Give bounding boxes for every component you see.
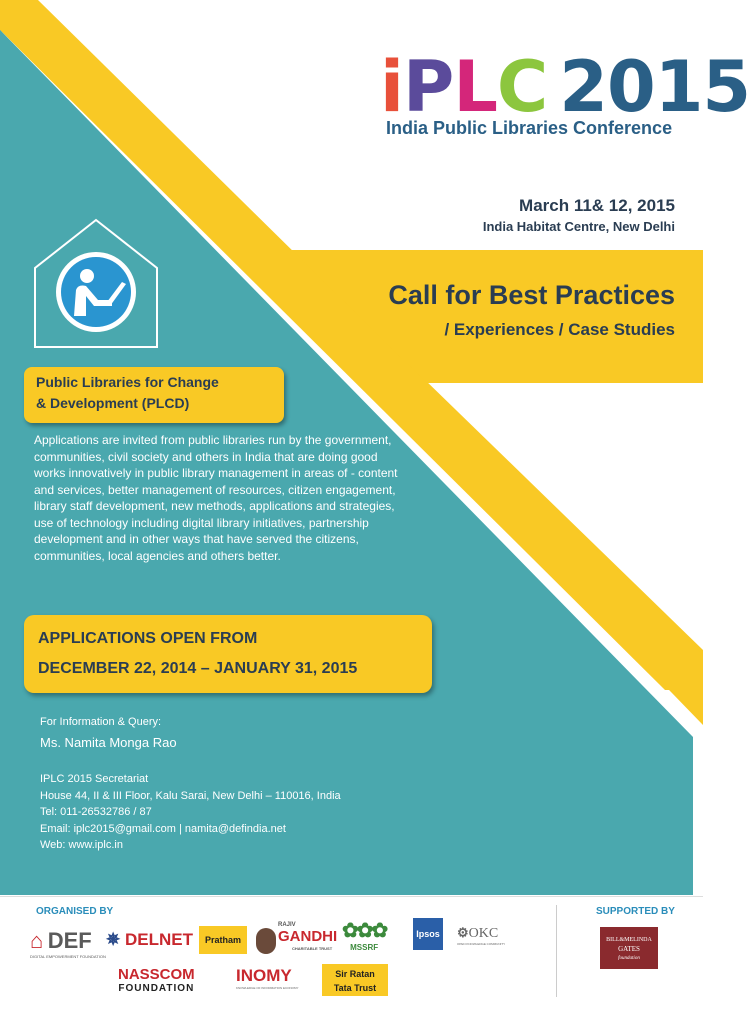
tata-trust-line-2: Tata Trust: [333, 983, 377, 993]
logo-year: 2015: [559, 46, 750, 128]
rgct-line-1: RAJIV: [278, 922, 296, 928]
inomy-logo-text: INOMY: [236, 966, 292, 985]
contact-label: For Information & Query:: [40, 716, 162, 728]
call-title: Call for Best Practices: [388, 280, 675, 310]
logo-letter-l: L: [453, 46, 497, 128]
organised-by-label: ORGANISED BY: [36, 906, 114, 917]
plcd-line-1: Public Libraries for Change: [36, 374, 219, 390]
mssrf-logo-text: MSSRF: [350, 943, 379, 952]
rgct-line-3: CHARITABLE TRUST: [292, 946, 333, 951]
event-date: March 11& 12, 2015: [519, 196, 675, 215]
logo-letter-i: i: [380, 46, 403, 128]
def-logo: [30, 928, 106, 959]
okc-logo-text: OKC: [468, 926, 499, 941]
nasscom-logo-text: NASSCOM: [118, 966, 195, 983]
wifi-icon: ⌂: [30, 928, 44, 953]
pratham-logo-text: Pratham: [204, 935, 241, 945]
okc-emblem-icon: ⚙: [457, 925, 469, 940]
delnet-emblem-icon: ✵: [106, 930, 121, 949]
ipsos-logo: [413, 918, 443, 950]
contact-web[interactable]: Web: www.iplc.in: [40, 839, 123, 851]
footer-divider: [0, 896, 703, 897]
delnet-logo: [106, 930, 193, 950]
def-logo-text: DEF: [47, 928, 92, 953]
gates-line-3: foundation: [618, 956, 640, 961]
def-tagline: DIGITAL EMPOWERMENT FOUNDATION: [30, 954, 106, 959]
rajiv-gandhi-portrait: [256, 928, 276, 954]
tata-trust-line-1: Sir Ratan: [335, 969, 375, 979]
description-text: Applications are invited from public libraries run by the government, communities, civil society and others in India that are doing good works innovatively in public library management in areas of - content and services, better management of resources, citizen engagement, library staff development, new methods, applications and strategies, use of technology including digital library initiatives, partnership development and in other ways that have served the citizens, communities, local agencies and others better.: [34, 433, 398, 563]
contact-email[interactable]: Email: iplc2015@gmail.com | namita@defindia.net: [40, 823, 286, 835]
logo-letter-c: C: [496, 46, 548, 128]
event-venue: India Habitat Centre, New Delhi: [482, 219, 675, 234]
okc-logo: [457, 924, 505, 946]
tata-trust-logo: [322, 964, 388, 996]
nasscom-foundation-logo: [118, 966, 195, 994]
inomy-logo: [236, 966, 298, 990]
delnet-logo-text: DELNET: [124, 930, 193, 949]
logo-letter-p: P: [403, 46, 454, 128]
applications-box: [24, 615, 432, 693]
plcd-heading: [36, 372, 276, 414]
call-subtitle: / Experiences / Case Studies: [444, 320, 675, 339]
conference-name: India Public Libraries Conference: [386, 118, 673, 138]
inomy-tagline: KNOWLEDGE OF INFORMATION ECONOMY: [236, 986, 299, 990]
rgct-line-2: GANDHI: [278, 928, 338, 945]
applications-heading: APPLICATIONS OPEN FROM: [38, 630, 258, 647]
gates-line-2: GATES: [618, 945, 640, 953]
contact-address: House 44, II & III Floor, Kalu Sarai, New Delhi – 110016, India: [40, 790, 341, 802]
ipsos-logo-text: Ipsos: [416, 929, 440, 939]
contact-org: IPLC 2015 Secretariat: [40, 773, 149, 785]
nasscom-logo-subtext: FOUNDATION: [118, 983, 195, 994]
mssrf-emblem-icon: ✿✿✿: [342, 920, 387, 942]
gates-foundation-logo: [600, 927, 658, 969]
plcd-line-2: & Development (PLCD): [36, 395, 190, 411]
contact-name: Ms. Namita Monga Rao: [40, 735, 177, 750]
applications-dates: DECEMBER 22, 2014 – JANUARY 31, 2015: [38, 660, 358, 677]
pratham-logo: [199, 926, 247, 954]
mssrf-logo: [342, 918, 386, 952]
okc-tagline: OPEN KNOWLEDGE COMMUNITY: [457, 942, 506, 946]
supported-by-label: SUPPORTED BY: [596, 906, 675, 917]
contact-tel: Tel: 011-26532786 / 87: [40, 806, 152, 818]
gates-line-1: BILL&MELINDA: [606, 937, 652, 943]
footer-vertical-divider: [556, 905, 557, 997]
